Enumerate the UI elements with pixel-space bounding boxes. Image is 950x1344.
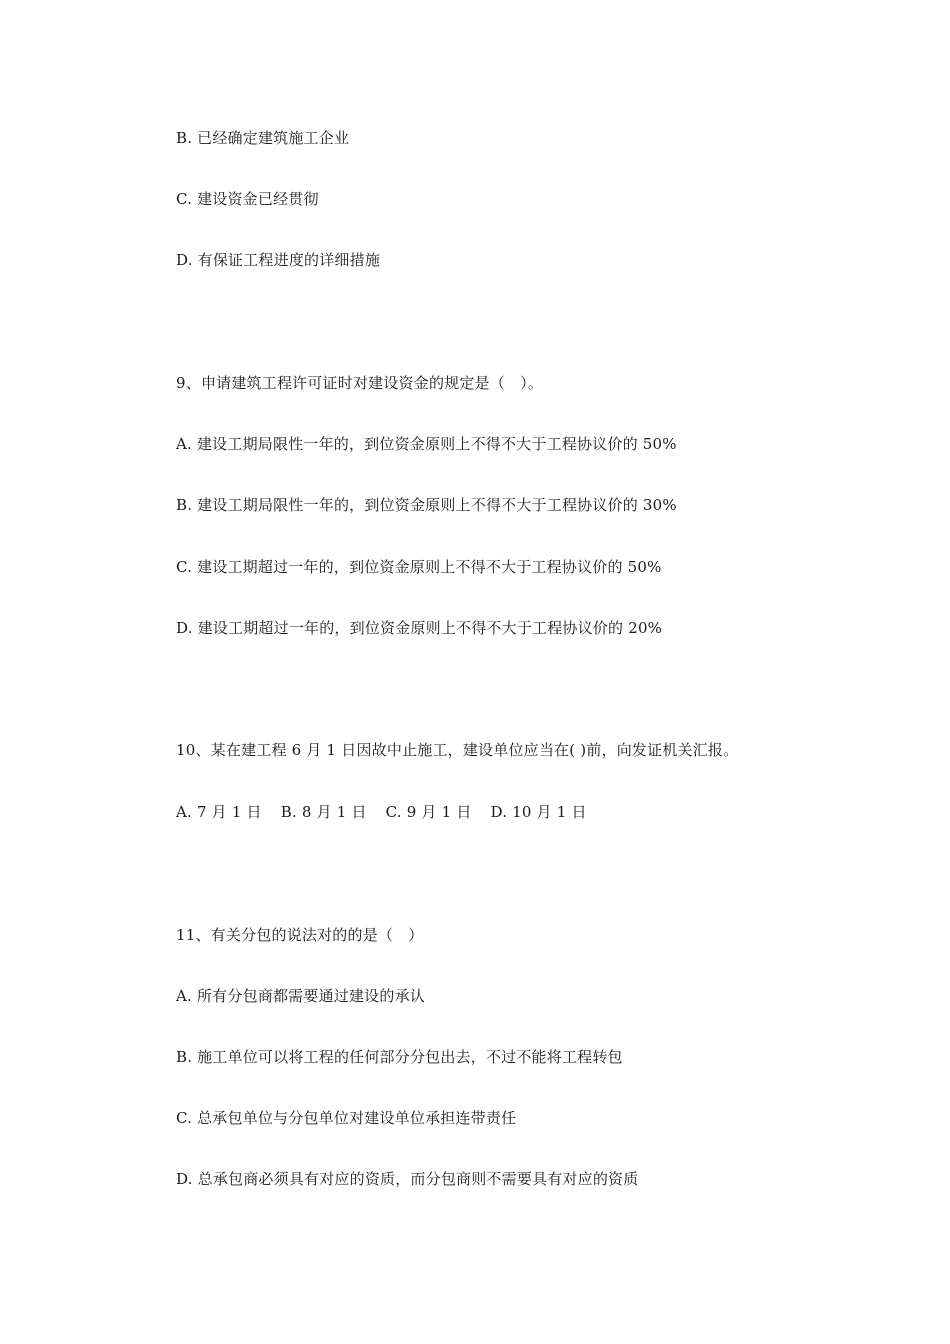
q10-option-b: B. 8 月 1 日 [280, 803, 367, 821]
q9-option-d: D. 建设工期超过一年的，到位资金原则上不得不大于工程协议价的 20% [176, 619, 663, 637]
q9-question: 9、申请建筑工程许可证时对建设资金的规定是（ ）。 [176, 374, 544, 392]
q10-option-d: D. 10 月 1 日 [490, 803, 587, 821]
q10-option-c: C. 9 月 1 日 [385, 803, 472, 821]
q10-question: 10、某在建工程 6 月 1 日因故中止施工，建设单位应当在( )前，向发证机关汇报。 [176, 741, 739, 759]
q8-option-c: C. 建设资金已经贯彻 [176, 190, 319, 208]
q11-option-d: D. 总承包商必须具有对应的资质，而分包商则不需要具有对应的资质 [176, 1170, 639, 1188]
q9-option-c: C. 建设工期超过一年的，到位资金原则上不得不大于工程协议价的 50% [176, 558, 662, 576]
q10-options-row [176, 802, 601, 822]
q9-option-b: B. 建设工期局限性一年的，到位资金原则上不得不大于工程协议价的 30% [176, 496, 677, 514]
q9-option-a: A. 建设工期局限性一年的，到位资金原则上不得不大于工程协议价的 50% [176, 435, 677, 453]
q8-option-b: B. 已经确定建筑施工企业 [176, 129, 350, 147]
q11-option-b: B. 施工单位可以将工程的任何部分分包出去，不过不能将工程转包 [176, 1048, 623, 1066]
q8-option-d: D. 有保证工程进度的详细措施 [176, 251, 381, 269]
q11-option-a: A. 所有分包商都需要通过建设的承认 [176, 987, 425, 1005]
q11-question: 11、有关分包的说法对的的是（ ） [176, 926, 424, 944]
q10-option-a: A. 7 月 1 日 [176, 803, 262, 821]
q11-option-c: C. 总承包单位与分包单位对建设单位承担连带责任 [176, 1109, 517, 1127]
